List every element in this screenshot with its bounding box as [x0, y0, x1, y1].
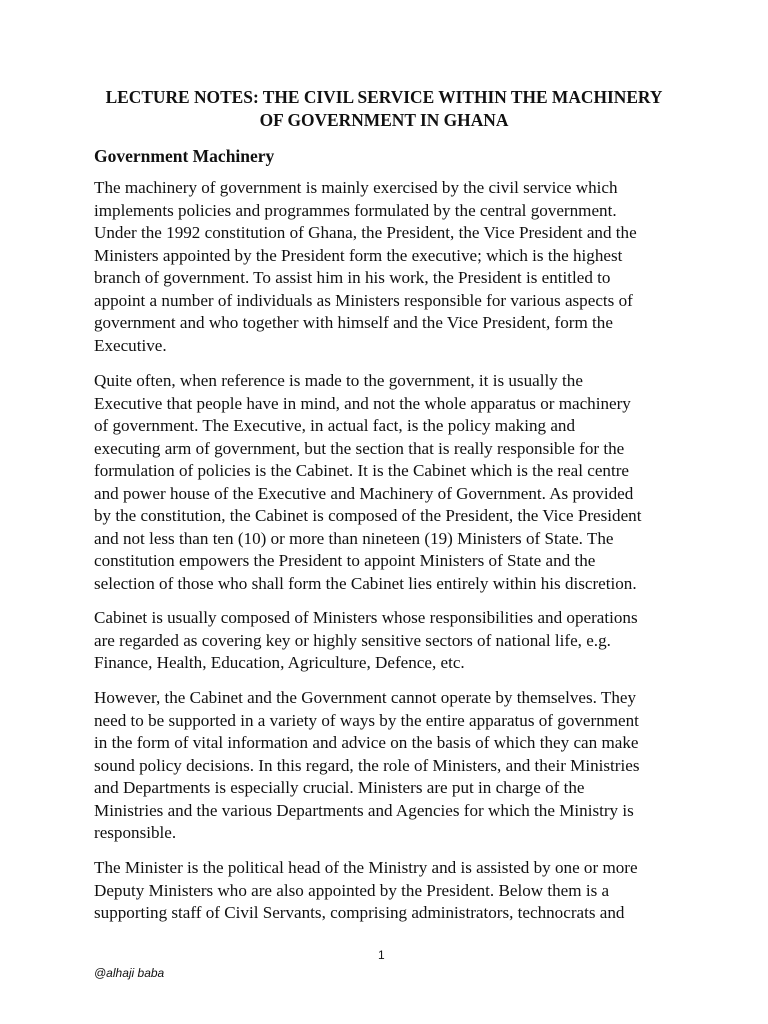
- document-title: [80, 86, 688, 131]
- paragraph-line: responsible.: [94, 823, 177, 842]
- paragraph-2: [94, 370, 694, 595]
- paragraph-line: Ministries and the various Departments and Agencies for which the Ministry is: [94, 800, 634, 820]
- paragraph-line: and power house of the Executive and Machinery of Government. As provided: [94, 483, 634, 503]
- paragraph-line: executing arm of government, but the section that is really responsible for the: [94, 438, 625, 458]
- title-line: OF GOVERNMENT IN GHANA: [259, 109, 509, 130]
- paragraph-5: [94, 857, 694, 925]
- paragraph-line: need to be supported in a variety of ways by the entire apparatus of government: [94, 710, 639, 730]
- paragraph-line: sound policy decisions. In this regard, the role of Ministers, and their Ministries: [94, 755, 640, 775]
- paragraph-line: supporting staff of Civil Servants, comprising administrators, technocrats and: [94, 903, 625, 922]
- section-heading: Government Machinery: [94, 146, 275, 166]
- title-line: LECTURE NOTES: THE CIVIL SERVICE WITHIN THE MACHINERY: [105, 87, 663, 107]
- paragraph-line: constitution empowers the President to appoint Ministers of State and the: [94, 551, 596, 570]
- paragraph-line: The machinery of government is mainly exercised by the civil service which: [94, 178, 618, 197]
- paragraph-3: [94, 607, 694, 675]
- paragraph-line: Cabinet is usually composed of Ministers whose responsibilities and operations: [94, 608, 638, 627]
- paragraph-line: Under the 1992 constitution of Ghana, the President, the Vice President and the: [94, 223, 637, 242]
- page-number: 1: [378, 948, 385, 962]
- footer-credit: @alhaji baba: [94, 966, 165, 980]
- paragraph-line: Finance, Health, Education, Agriculture, Defence, etc.: [94, 653, 465, 672]
- paragraph-line: However, the Cabinet and the Government cannot operate by themselves. They: [94, 688, 637, 707]
- paragraph-line: in the form of vital information and advice on the basis of which they can make: [94, 733, 639, 752]
- paragraph-line: The Minister is the political head of the Ministry and is assisted by one or more: [94, 858, 638, 877]
- paragraph-line: implements policies and programmes formulated by the central government.: [94, 200, 617, 220]
- paragraph-line: selection of those who shall form the Cabinet lies entirely within his discretion.: [94, 573, 637, 593]
- paragraph-line: formulation of policies is the Cabinet. It is the Cabinet which is the real centre: [94, 461, 629, 480]
- paragraph-line: appoint a number of individuals as Ministers responsible for various aspects of: [94, 290, 633, 310]
- paragraph-line: of government. The Executive, in actual fact, is the policy making and: [94, 416, 576, 435]
- paragraph-1: [94, 177, 694, 357]
- paragraph-line: Deputy Ministers who are also appointed by the President. Below them is a: [94, 880, 610, 900]
- paragraph-line: by the constitution, the Cabinet is composed of the President, the Vice President: [94, 506, 642, 525]
- paragraph-4: [94, 687, 694, 845]
- paragraph-line: and not less than ten (10) or more than nineteen (19) Ministers of State. The: [94, 528, 614, 548]
- paragraph-line: Ministers appointed by the President form the executive; which is the highest: [94, 245, 623, 265]
- paragraph-line: Executive.: [94, 335, 167, 355]
- paragraph-line: and Departments is especially crucial. Ministers are put in charge of the: [94, 778, 585, 797]
- paragraph-line: branch of government. To assist him in his work, the President is entitled to: [94, 268, 611, 287]
- paragraph-line: government and who together with himself and the Vice President, form the: [94, 313, 613, 332]
- paragraph-line: are regarded as covering key or highly sensitive sectors of national life, e.g.: [94, 630, 611, 650]
- paragraph-line: Quite often, when reference is made to the government, it is usually the: [94, 371, 583, 390]
- paragraph-line: Executive that people have in mind, and not the whole apparatus or machinery: [94, 393, 631, 413]
